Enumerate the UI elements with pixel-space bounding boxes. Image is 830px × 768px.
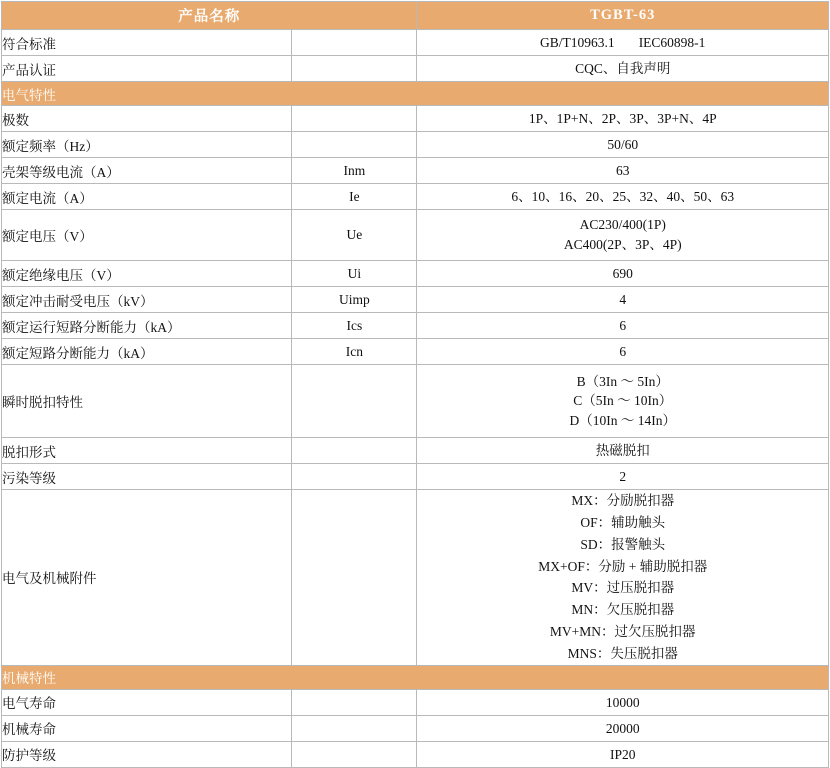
section-header-row [2, 665, 829, 689]
row-label: 脱扣形式 [2, 438, 292, 464]
row-label: 额定频率（Hz） [2, 132, 292, 158]
header-product-name-label: 产品名称 [2, 2, 417, 30]
row-value [417, 210, 829, 261]
row-value-line: MN：欠压脱扣器 [571, 602, 675, 618]
table-row [2, 30, 829, 56]
row-value-line: MX：分励脱扣器 [571, 493, 675, 508]
row-value-line: 20000 [605, 720, 640, 736]
row-symbol [292, 106, 417, 132]
table-row [2, 438, 829, 464]
row-value-line: 4 [619, 291, 627, 307]
row-symbol [292, 132, 417, 158]
table-row [2, 490, 829, 666]
row-label: 额定短路分断能力（kA） [2, 339, 292, 365]
row-label: 额定冲击耐受电压（kV） [2, 287, 292, 313]
row-symbol: Ie [292, 184, 417, 210]
row-value-line: SD：报警触头 [580, 536, 666, 552]
row-value-line: CQC、自我声明 [575, 60, 671, 76]
row-symbol: Ics [292, 313, 417, 339]
row-value-line: 690 [612, 265, 633, 281]
row-value-line: D（10In ～ 14In） [569, 412, 676, 428]
row-symbol [292, 56, 417, 82]
row-value-line: OF：辅助触头 [580, 514, 666, 530]
row-value [417, 30, 829, 56]
row-value-line: MV：过压脱扣器 [571, 580, 675, 596]
table-row [2, 287, 829, 313]
table-header-row [2, 2, 829, 30]
row-value-line: 10000 [605, 694, 640, 710]
row-value-line: MV+MN：过欠压脱扣器 [549, 624, 696, 640]
row-value [417, 464, 829, 490]
row-value-line: 热磁脱扣 [595, 442, 650, 458]
row-symbol: Icn [292, 339, 417, 365]
header-product-model: TGBT-63 [417, 2, 829, 30]
row-symbol: Ui [292, 261, 417, 287]
row-symbol [292, 741, 417, 767]
row-value-line: 6 [619, 343, 627, 359]
row-value-line: 6、10、16、20、25、32、40、50、63 [511, 188, 735, 204]
section-title: 电气特性 [2, 82, 829, 106]
row-value [417, 490, 829, 666]
row-symbol: Uimp [292, 287, 417, 313]
row-value [417, 438, 829, 464]
row-value [417, 313, 829, 339]
row-value [417, 287, 829, 313]
row-value [417, 132, 829, 158]
table-row [2, 184, 829, 210]
table-row [2, 261, 829, 287]
row-label: 机械寿命 [2, 715, 292, 741]
row-value-part: GB/T10963.1 [540, 34, 615, 50]
row-label: 产品认证 [2, 56, 292, 82]
row-symbol: Inm [292, 158, 417, 184]
table-row [2, 741, 829, 767]
table-row [2, 313, 829, 339]
row-label: 额定绝缘电压（V） [2, 261, 292, 287]
row-value [417, 715, 829, 741]
row-label: 符合标准 [2, 30, 292, 56]
row-label: 额定电流（A） [2, 184, 292, 210]
table-row [2, 464, 829, 490]
row-symbol: Ue [292, 210, 417, 261]
section-title: 机械特性 [2, 665, 829, 689]
row-value [417, 339, 829, 365]
row-symbol [292, 490, 417, 666]
row-value [417, 106, 829, 132]
table-row [2, 56, 829, 82]
row-value-line: C（5In ～ 10In） [573, 393, 673, 409]
row-value-part: IEC60898-1 [638, 34, 706, 50]
row-value [417, 56, 829, 82]
row-value-line: AC230/400(1P) [579, 217, 666, 233]
row-label: 瞬时脱扣特性 [2, 365, 292, 438]
table-row [2, 715, 829, 741]
row-symbol [292, 689, 417, 715]
row-value-line: 50/60 [607, 136, 639, 152]
row-label: 壳架等级电流（A） [2, 158, 292, 184]
table-row [2, 210, 829, 261]
row-symbol [292, 715, 417, 741]
row-label: 额定电压（V） [2, 210, 292, 261]
table-row [2, 689, 829, 715]
row-label: 额定运行短路分断能力（kA） [2, 313, 292, 339]
table-row [2, 106, 829, 132]
table-row [2, 365, 829, 438]
row-symbol [292, 438, 417, 464]
row-value-line: 2 [619, 468, 627, 484]
row-value-line: IP20 [609, 746, 636, 762]
row-label: 电气寿命 [2, 689, 292, 715]
row-value [417, 741, 829, 767]
spec-table-body [2, 2, 829, 768]
row-value-line: B（3In ～ 5In） [576, 373, 669, 389]
row-value-line: 1P、1P+N、2P、3P、3P+N、4P [528, 110, 717, 126]
row-label: 电气及机械附件 [2, 490, 292, 666]
row-value [417, 261, 829, 287]
table-row [2, 339, 829, 365]
table-row [2, 132, 829, 158]
row-value-line: MNS：失压脱扣器 [567, 646, 678, 662]
row-label: 污染等级 [2, 464, 292, 490]
product-spec-table [1, 1, 829, 768]
row-symbol [292, 464, 417, 490]
row-label: 防护等级 [2, 741, 292, 767]
row-value [417, 158, 829, 184]
row-value-line: 63 [615, 162, 630, 178]
row-symbol [292, 30, 417, 56]
row-value [417, 365, 829, 438]
row-symbol [292, 365, 417, 438]
section-header-row [2, 82, 829, 106]
row-value-line: 6 [619, 317, 627, 333]
row-value [417, 689, 829, 715]
row-value [417, 184, 829, 210]
row-value-line: MX+OF：分励 + 辅助脱扣器 [538, 558, 708, 574]
table-row [2, 158, 829, 184]
row-label: 极数 [2, 106, 292, 132]
row-value-line: AC400(2P、3P、4P) [563, 237, 682, 252]
